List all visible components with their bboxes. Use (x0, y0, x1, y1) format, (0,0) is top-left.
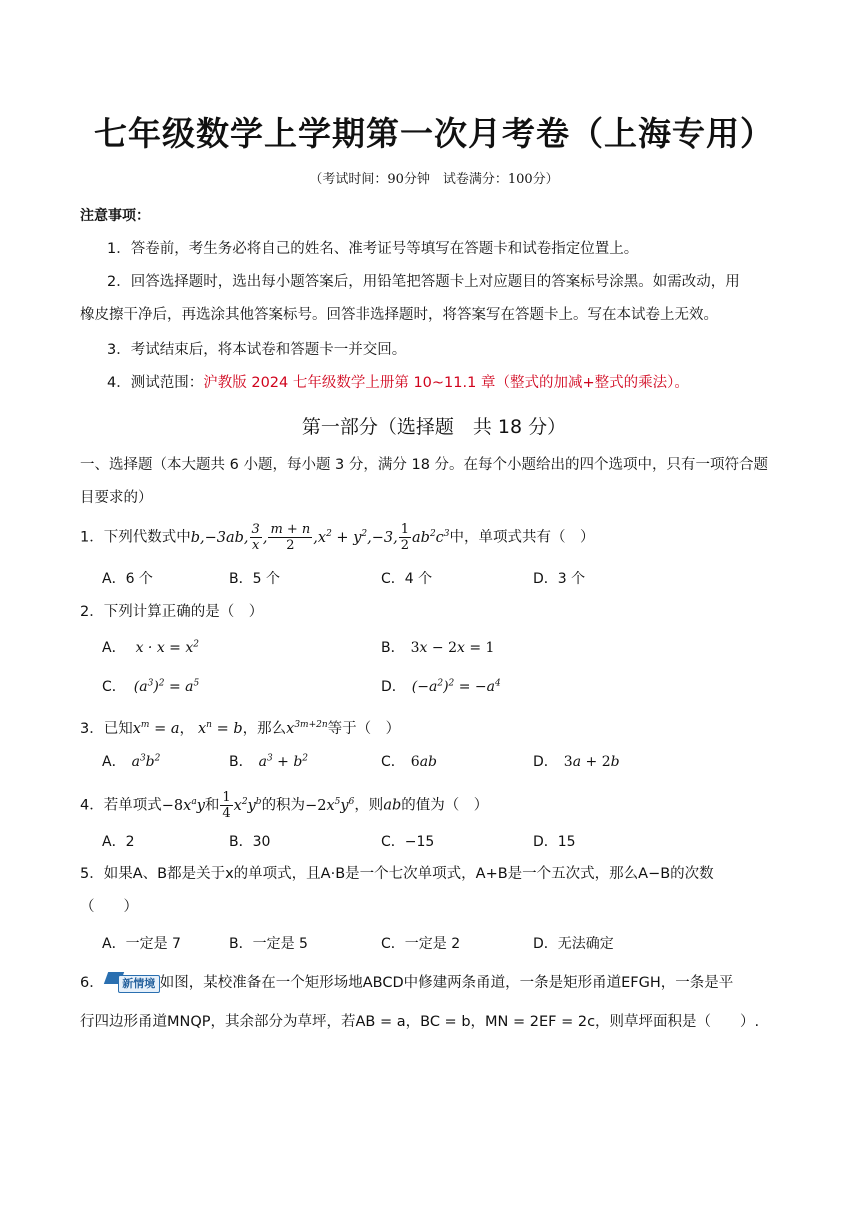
q6-number: 6． (80, 975, 104, 991)
q3-number: 3． (80, 720, 104, 737)
q2-option-d-label: D． (381, 679, 406, 695)
q5-line-2: （ ） (80, 899, 138, 915)
q3-option-a-label: A． (102, 754, 126, 770)
q6-line-1: 如图，某校准备在一个矩形场地ABCD中修建两条甬道，一条是矩形甬道EFGH，一条是平 (159, 975, 734, 991)
q3-option-c: C． 6ab (381, 754, 438, 770)
q5-option-b: B．一定是 5 (229, 936, 308, 952)
question-2 (80, 602, 263, 622)
new-context-badge-icon (104, 972, 160, 994)
notice-item-2-cont: 橡皮擦干净后，再选涂其他答案标号。回答非选择题时，将答案写在答题卡上。写在本试卷上无效。 (80, 307, 718, 323)
q2-option-c-label: C． (102, 679, 126, 695)
section-title: 第一部分（选择题 共 18 分） (301, 416, 567, 438)
q2-stem: 下列计算正确的是（ ） (103, 604, 264, 620)
q4-option-b: B．30 (229, 834, 271, 850)
q4-text-1: 若单项式 (103, 797, 162, 814)
q4-number: 4． (80, 797, 104, 814)
q6-line-2: 行四边形甬道MNQP，其余部分为草坪，若AB = a，BC = b，MN = 2EF = 2c，则草坪面积是（ ）. (80, 1014, 760, 1030)
q3-text-2: ， (179, 720, 194, 737)
q4-option-d: D．15 (533, 834, 576, 850)
q2-option-b-label: B． (381, 640, 405, 656)
q5-line-1: 如果A、B都是关于x的单项式，且A·B是一个七次单项式，A+B是一个五次式，那么A−B的次数 (103, 866, 714, 882)
q3-option-a: A． $a^3b^2$ (102, 753, 161, 770)
q2-number: 2． (80, 604, 104, 620)
q4-text-5: 的值为（ ） (401, 797, 489, 814)
q4-text-3: 的积为 (261, 797, 306, 814)
notice-heading: 注意事项： (80, 208, 150, 224)
question-1 (80, 522, 595, 553)
q3-option-d: D． 3a + 2b (533, 754, 620, 770)
q1-suffix: 中，单项式共有（ ） (449, 529, 595, 546)
notice-item-1: 1．答卷前，考生务必将自己的姓名、准考证号等填写在答题卡和试卷指定位置上。 (107, 241, 639, 257)
q4-text-2: 和 (204, 797, 220, 814)
q2-option-b: B． 3x − 2x = 1 (381, 640, 495, 656)
q2-option-a: A． $x \cdot x = x^2$ (102, 639, 199, 656)
q2-option-a-label: A． (102, 640, 126, 656)
q2-option-c: C． $(a^3)^2 = a^5$ (102, 678, 200, 695)
q5-option-c: C．一定是 2 (381, 936, 461, 952)
badge-label: 新情境 (118, 975, 160, 993)
test-scope: 沪教版 2024 七年级数学上册第 10~11.1 章（整式的加减+整式的乘法）。 (203, 375, 689, 391)
section-intro-1: 一、选择题（本大题共 6 小题，每小题 3 分，满分 18 分。在每个小题给出的四个选项中，只有一项符合题 (80, 457, 769, 473)
q3-option-d-label: D． (533, 754, 558, 770)
question-6 (80, 972, 733, 994)
question-3: 3．已知$x^m = a$， $x^n = b$，那么$x^{3m+2n}$等于（ ） (80, 720, 401, 737)
q1-expression: b,−3ab, $\frac{3}{x}$ , $\frac{m + n}{2}$ $,x^2 + y^2,-3$, $\frac{1}{2}$ $ab^2c^3$ (190, 522, 450, 553)
notice-item-4 (107, 373, 689, 393)
q3-option-b: B． $a^3 + b^2$ (229, 753, 309, 770)
q2-option-d: D． $(-a^2)^2 = -a^4$ (381, 678, 501, 695)
q4-text-4: ，则 (354, 797, 384, 814)
q1-prefix: 下列代数式中 (103, 529, 191, 546)
q3-text-4: 等于（ ） (327, 720, 401, 737)
section-intro-2: 目要求的） (80, 490, 153, 506)
q5-option-d: D．无法确定 (533, 936, 614, 952)
page-title: 七年级数学上学期第一次月考卷（上海专用） (94, 114, 774, 153)
question-5 (80, 864, 714, 884)
q5-number: 5． (80, 866, 104, 882)
q1-option-b: B．5 个 (229, 571, 280, 587)
q4-option-c: C．−15 (381, 834, 435, 850)
notice-item-3: 3．考试结束后，将本试卷和答题卡一并交回。 (107, 342, 407, 358)
exam-info: （考试时间：90分钟 试卷满分：100分） (309, 172, 559, 187)
q3-text-1: 已知 (103, 720, 133, 737)
q1-option-a: A．6 个 (102, 571, 153, 587)
q1-number: 1． (80, 529, 104, 546)
notice-item-4-label: 4．测试范围： (107, 375, 204, 391)
q1-option-d: D．3 个 (533, 571, 586, 587)
q4-option-a: A．2 (102, 834, 135, 850)
q3-option-c-label: C． (381, 754, 405, 770)
q5-option-a: A．一定是 7 (102, 936, 181, 952)
q3-text-3: ，那么 (242, 720, 287, 737)
question-4: 4．若单项式$-8x^ay$和 $\frac{1}{4}$ $x^2y^b$的积为$-2x^5y^6$，则ab的值为（ ） (80, 790, 489, 821)
notice-item-2: 2．回答选择题时，选出每小题答案后，用铅笔把答题卡上对应题目的答案标号涂黑。如需改动，用 (107, 274, 740, 290)
q1-option-c: C．4 个 (381, 571, 433, 587)
q3-option-b-label: B． (229, 754, 253, 770)
